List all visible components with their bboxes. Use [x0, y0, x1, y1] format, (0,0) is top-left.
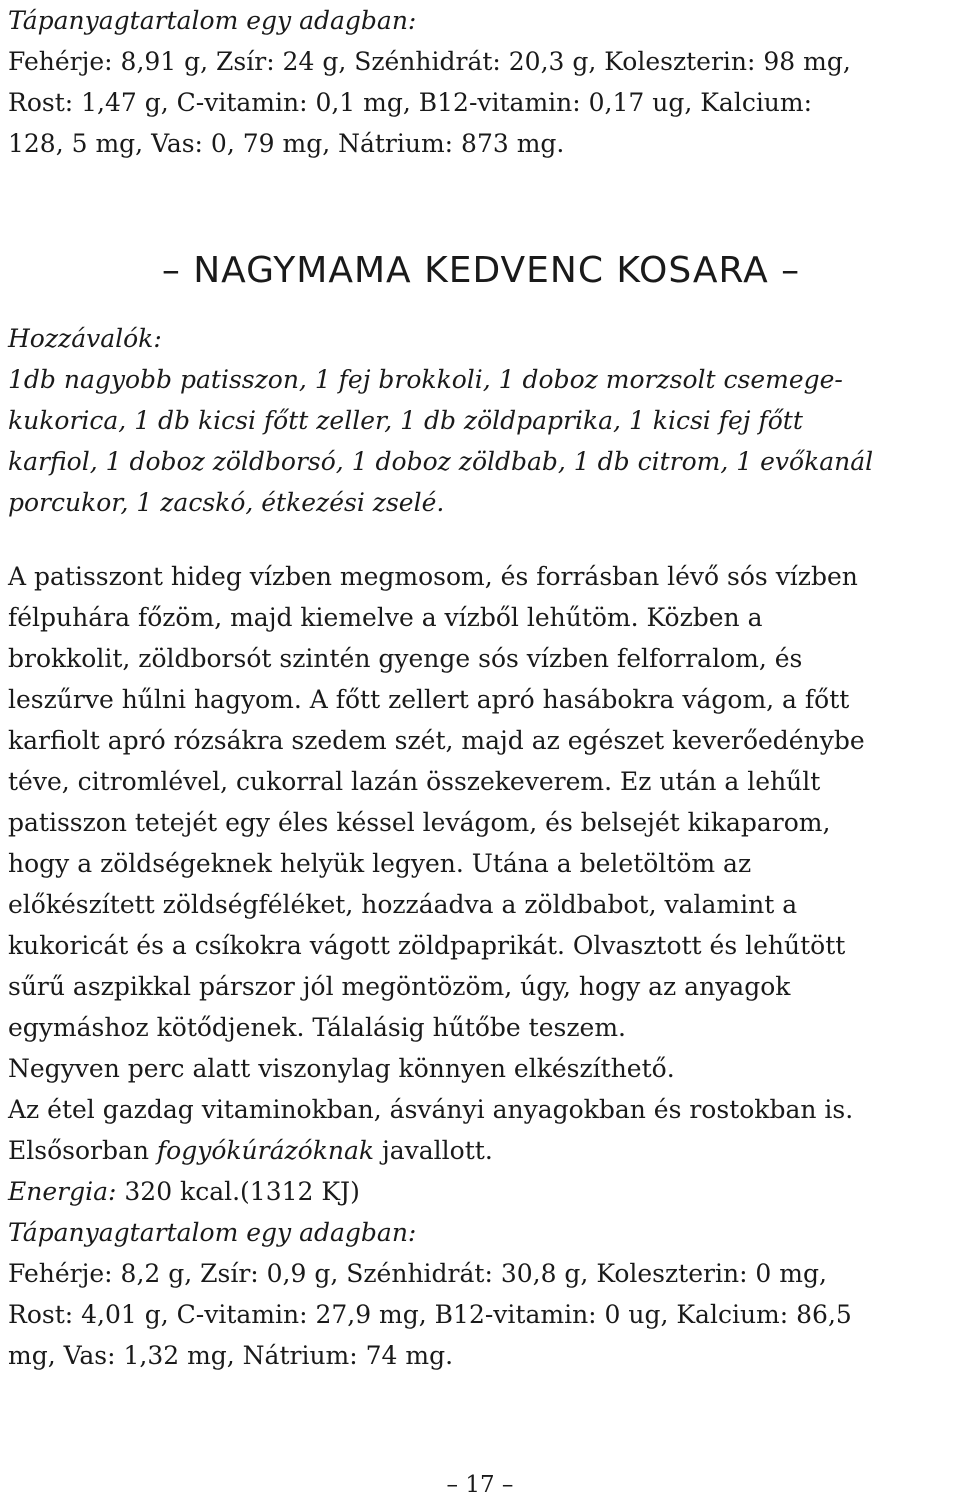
- nutrition-line: Rost: 1,47 g, C-vitamin: 0,1 mg, B12-vitamin: 0,17 ug, Kalcium:: [8, 88, 813, 117]
- nutrition-line: Fehérje: 8,2 g, Zsír: 0,9 g, Szénhidrát: 30,8 g, Koleszterin: 0 mg,: [8, 1259, 827, 1288]
- ingredients-heading: Hozzávalók:: [8, 324, 162, 353]
- nutrition-line: 128, 5 mg, Vas: 0, 79 mg, Nátrium: 873 mg.: [8, 129, 565, 158]
- method-line: egymáshoz kötődjenek. Tálalásig hűtőbe teszem.: [8, 1013, 626, 1042]
- method-line: sűrű aszpikkal párszor jól megöntözöm, úgy, hogy az anyagok: [8, 972, 791, 1001]
- method-line: hogy a zöldségeknek helyük legyen. Utána a beletöltöm az: [8, 849, 752, 878]
- page-number: – 17 –: [446, 1472, 514, 1498]
- nutrition-line: Rost: 4,01 g, C-vitamin: 27,9 mg, B12-vitamin: 0 ug, Kalcium: 86,5: [8, 1300, 852, 1329]
- method-line: patisszon tetejét egy éles késsel levágom, és belsejét kikaparom,: [8, 808, 831, 837]
- recipe-title: – NAGYMAMA KEDVENC KOSARA –: [161, 250, 801, 291]
- method-section: [8, 556, 954, 1212]
- method-line: téve, citromlével, cukorral lazán összekeverem. Ez után a lehűlt: [8, 767, 821, 796]
- nutrition-line: Fehérje: 8,91 g, Zsír: 24 g, Szénhidrát: 20,3 g, Koleszterin: 98 mg,: [8, 47, 851, 76]
- spacer: [8, 523, 954, 556]
- recipe-nutrition: [8, 1212, 954, 1376]
- method-line: leszűrve hűlni hagyom. A főtt zellert apró hasábokra vágom, a főtt: [8, 685, 850, 714]
- nutrition-line: mg, Vas: 1,32 mg, Nátrium: 74 mg.: [8, 1341, 454, 1370]
- nutrition-heading: Tápanyagtartalom egy adagban:: [8, 1218, 417, 1247]
- previous-recipe-nutrition: [8, 0, 954, 164]
- nutrition-values: [8, 1253, 954, 1376]
- method-line: kukoricát és a csíkokra vágott zöldpaprikát. Olvasztott és lehűtött: [8, 931, 846, 960]
- spacer: [8, 164, 954, 246]
- recommend-prefix: Elsősorban: [8, 1136, 157, 1165]
- ingredients-line: porcukor, 1 zacskó, étkezési zselé.: [8, 488, 445, 517]
- recommend-emphasis: fogyókúrázóknak: [156, 1136, 375, 1165]
- recommendation: [8, 1130, 954, 1171]
- recommend-suffix: javallott.: [374, 1136, 493, 1165]
- ingredients-line: 1db nagyobb patisszon, 1 fej brokkoli, 1 doboz morzsolt csemege-: [8, 365, 843, 394]
- method-line: brokkolit, zöldborsót szintén gyenge sós vízben felforralom, és: [8, 644, 803, 673]
- method-line: karfiolt apró rózsákra szedem szét, majd az egészet keverőedénybe: [8, 726, 865, 755]
- ingredients-line: karfiol, 1 doboz zöldborsó, 1 doboz zöldbab, 1 db citrom, 1 evőkanál: [8, 447, 874, 476]
- nutrition-heading: Tápanyagtartalom egy adagban:: [8, 6, 417, 35]
- ingredients-list: [8, 359, 954, 523]
- method-line: A patisszont hideg vízben megmosom, és forrásban lévő sós vízben: [8, 562, 858, 591]
- energy-label: Energia:: [8, 1177, 117, 1206]
- vitamin-note: Az étel gazdag vitaminokban, ásványi anyagokban és rostokban is.: [8, 1095, 854, 1124]
- spacer: [8, 296, 954, 318]
- nutrition-values: [8, 41, 954, 164]
- energy: [8, 1171, 954, 1212]
- time-note: Negyven perc alatt viszonylag könnyen elkészíthető.: [8, 1054, 675, 1083]
- method-line: előkészített zöldségféléket, hozzáadva a zöldbabot, valamint a: [8, 890, 798, 919]
- energy-value: 320 kcal.(1312 KJ): [116, 1177, 360, 1206]
- method-line: félpuhára főzöm, majd kiemelve a vízből lehűtöm. Közben a: [8, 603, 763, 632]
- ingredients-section: [8, 318, 954, 523]
- method-text: [8, 556, 954, 1048]
- page-content: [8, 0, 954, 1376]
- ingredients-line: kukorica, 1 db kicsi főtt zeller, 1 db zöldpaprika, 1 kicsi fej főtt: [8, 406, 803, 435]
